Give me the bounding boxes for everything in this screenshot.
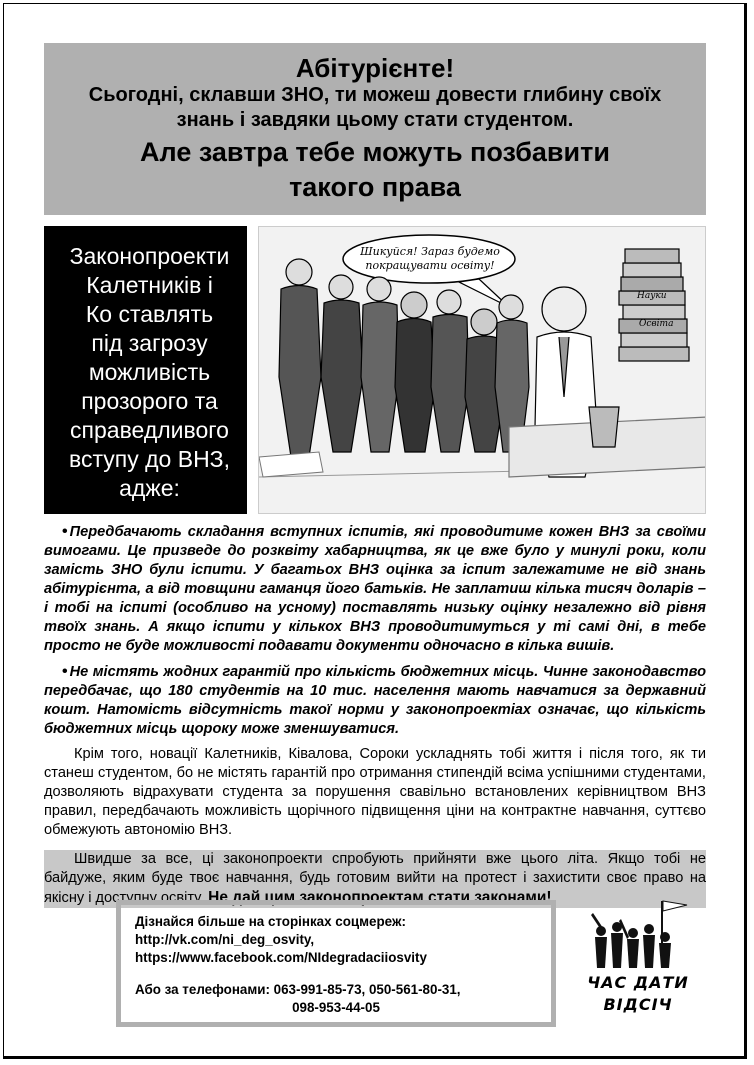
- book-label-science: Науки: [637, 291, 667, 301]
- bullet-icon: •: [62, 663, 68, 680]
- intro-line: під загрозу: [91, 330, 208, 356]
- bullet-icon: •: [62, 523, 68, 540]
- bullet-item: [44, 662, 706, 739]
- contacts-heading: Дізнайся більше на сторінках соцмереж:: [135, 914, 406, 929]
- cartoon-illustration: [258, 226, 706, 514]
- intro-line: прозорого та: [81, 388, 218, 414]
- intro-line: Ко ставлять: [85, 301, 214, 327]
- headline-subtitle-1: Сьогодні, склавши ЗНО, ти можеш довести глибину своїх: [88, 84, 662, 106]
- intro-line: справедливого: [70, 417, 229, 443]
- intro-line: Калетників і: [86, 272, 213, 298]
- intro-line: вступу до ВНЗ,: [69, 446, 230, 472]
- logo-text-line1: ЧАС ДАТИ: [587, 973, 689, 992]
- vk-link[interactable]: http://vk.com/ni_deg_osvity,: [135, 932, 315, 947]
- headline-warning-2: такого права: [289, 172, 461, 202]
- headline-warning-1: Але завтра тебе можуть позбавити: [140, 137, 610, 167]
- phones-more: 098-953-44-05: [292, 1000, 380, 1015]
- logo-text-line2: ВІДСІЧ: [603, 995, 673, 1014]
- call-slogan: Не дай цим законопроектам стати законами!: [208, 889, 552, 906]
- intro-line: Законопроекти: [69, 243, 230, 269]
- intro-line: адже:: [119, 475, 180, 501]
- book-label-education: Освіта: [639, 319, 674, 329]
- intro-line: можливість: [88, 359, 211, 385]
- speech-bubble-text: Шикуйся! Зараз будемо покращувати освіту!: [360, 245, 500, 272]
- phones-text: Або за телефонами: 063-991-85-73, 050-561-80-31,: [135, 982, 461, 997]
- extra-paragraph: Крім того, новації Калетників, Ківалова, Сороки ускладнять тобі життя і після того, як ти станеш студентом, бо не містять гарантій про отримання стипендій всіма успішними студентами, дозволяють відрахувати студента за порушення свавільно встановлених керівництвом ВНЗ правил, передбачають можливість щорічного підвищення ціни на контрактне навчання, суттєво обмежують автономію ВНЗ.: [44, 746, 706, 838]
- intro-box: [44, 226, 247, 514]
- headline-title: Абітурієнте!: [295, 53, 455, 83]
- bullet-text: Не містять жодних гарантій про кількість бюджетних місць. Чинне законодавство передбачає, що 180 студентів на 10 тис. населення мають навчатися за державний кошт. Натомість відсутність такої норми у законопроектіах означає, що кількість бюджетних місць щороку може зменшуватися.: [44, 664, 706, 737]
- contact-box: [116, 900, 556, 1027]
- headline-subtitle-2: знань і завдяки цьому стати студентом.: [176, 109, 574, 131]
- bullet-text: Передбачають складання вступних іспитів, які проводитиме кожен ВНЗ за своїми вимогами. Це призведе до розквіту хабарництва, як це вже було у минулі роки, коли замість ЗНО були іспити. У багатьох ВНЗ оцінка за іспит залежатиме не від знань абітурієнта, а від товщини гаманця його батьків. Не заплатиш кілька тисяч доларів – і тобі на іспиті (особливо на усному) поставлять низьку оцінку незалежно від рівня твоїх знань. А якщо іспити у кількох ВНЗ проводитимуться у ті самі дні, в тебе просто не буде можливості подавати документи одночасно в кілька вишів.: [44, 524, 706, 654]
- call-text: Швидше за все, ці законопроекти спробують прийняти вже цього літа. Якщо тобі не байдуже, яким буде твоє навчання, будь готовим вийти на протест і захистити своє право на якісну і доступну освіту.: [44, 851, 706, 906]
- headline-banner: [44, 43, 706, 215]
- argument-list: [44, 522, 706, 908]
- facebook-link[interactable]: https://www.facebook.com/NIdegradaciiosvity: [135, 950, 427, 965]
- bullet-item: [44, 522, 706, 656]
